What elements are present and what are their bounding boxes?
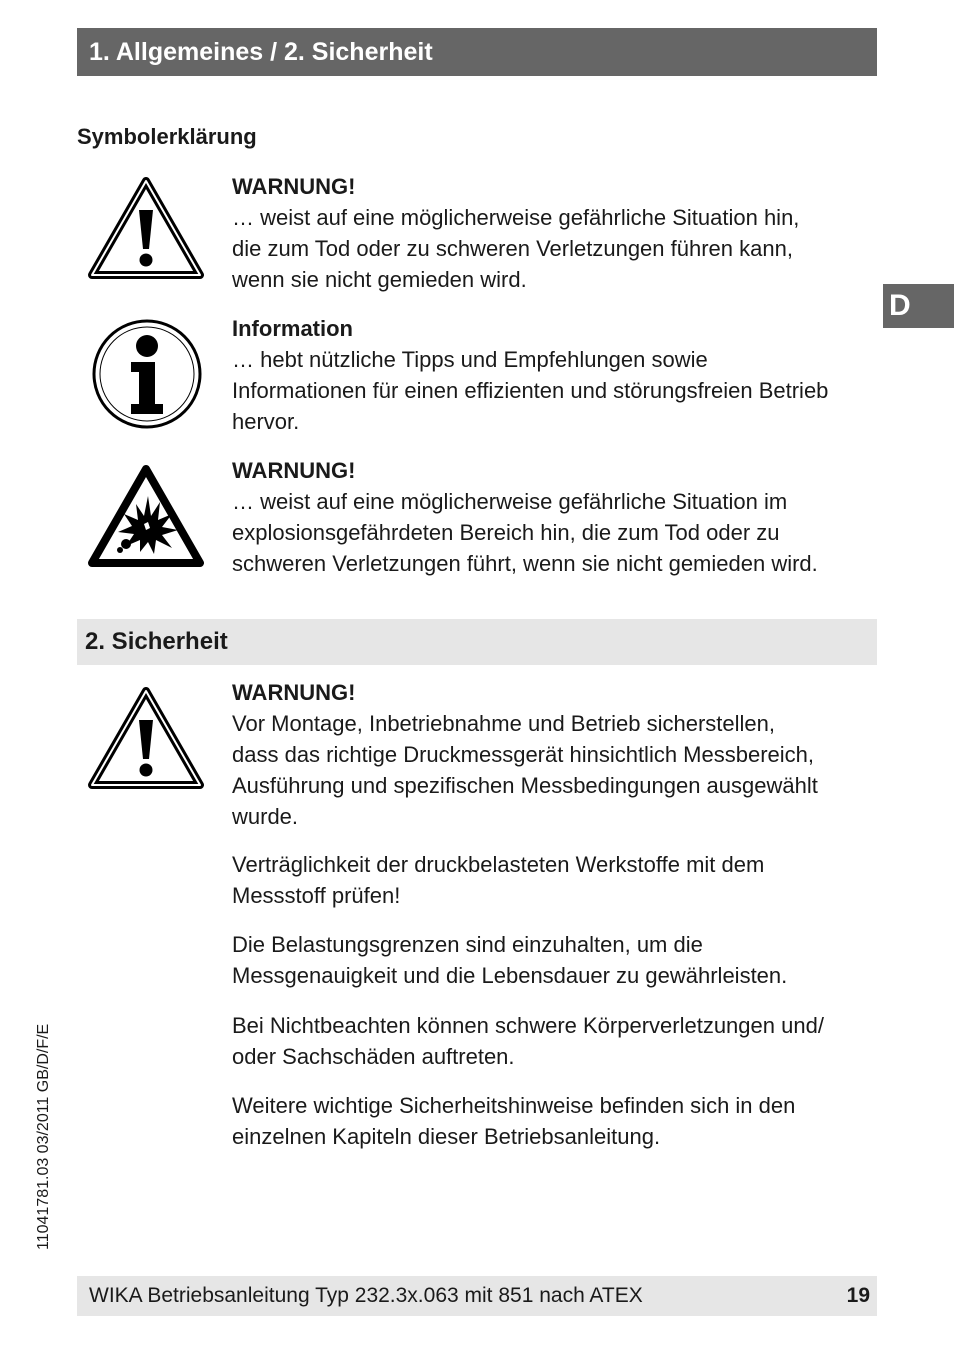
symbol-warning-title: WARNUNG! <box>232 174 356 199</box>
warning-triangle-icon <box>88 176 204 280</box>
safety-warning-title: WARNUNG! <box>232 680 356 705</box>
safety-paragraph <box>232 929 882 991</box>
paragraph-line: Bei Nichtbeachten können schwere Körperverletzungen und/ <box>232 1013 824 1038</box>
safety-warning-block <box>232 677 882 832</box>
symbol-warning-text-line: wenn sie nicht gemieden wird. <box>232 267 527 292</box>
section-heading-safety: 2. Sicherheit <box>77 619 877 665</box>
symbol-legend-heading: Symbolerklärung <box>77 124 257 149</box>
language-tab: D <box>883 284 954 328</box>
page-number: 19 <box>846 1284 870 1307</box>
page-header: 1. Allgemeines / 2. Sicherheit <box>77 28 877 76</box>
safety-warning-text-line: Ausführung und spezifischen Messbedingungen ausgewählt <box>232 773 818 798</box>
paragraph-line: Verträglichkeit der druckbelasteten Werkstoffe mit dem <box>232 852 765 877</box>
paragraph-line: einzelnen Kapiteln dieser Betriebsanleitung. <box>232 1124 661 1149</box>
paragraph-line: Die Belastungsgrenzen sind einzuhalten, um die <box>232 932 703 957</box>
symbol-warning-text-line: die zum Tod oder zu schweren Verletzungen führen kann, <box>232 236 793 261</box>
symbol-explosion-text-line: … weist auf eine möglicherweise gefährliche Situation im <box>232 489 788 514</box>
symbol-warning-block <box>232 171 882 295</box>
symbol-explosion-text-line: explosionsgefährdeten Bereich hin, die zum Tod oder zu <box>232 520 780 545</box>
explosion-warning-icon <box>88 464 204 568</box>
safety-warning-text-line: wurde. <box>232 804 299 829</box>
symbol-info-block <box>232 313 882 437</box>
symbol-info-text-line: hervor. <box>232 409 300 434</box>
safety-warning-text-line: dass das richtige Druckmessgerät hinsichtlich Messbereich, <box>232 742 815 767</box>
symbol-info-text-line: … hebt nützliche Tipps und Empfehlungen sowie <box>232 347 708 372</box>
footer-text: WIKA Betriebsanleitung Typ 232.3x.063 mit 851 nach ATEX <box>89 1284 643 1307</box>
paragraph-line: Messgenauigkeit und die Lebensdauer zu gewährleisten. <box>232 963 788 988</box>
page-footer <box>77 1276 877 1316</box>
information-icon <box>89 316 205 432</box>
symbol-explosion-title: WARNUNG! <box>232 458 356 483</box>
document-code: 11041781.03 03/2011 GB/D/F/E <box>35 1023 52 1250</box>
safety-paragraph <box>232 1010 882 1072</box>
symbol-warning-text-line: … weist auf eine möglicherweise gefährliche Situation hin, <box>232 205 800 230</box>
paragraph-line: Messstoff prüfen! <box>232 883 401 908</box>
safety-paragraph <box>232 1090 882 1152</box>
symbol-info-title: Information <box>232 316 353 341</box>
warning-triangle-icon <box>88 686 204 790</box>
paragraph-line: oder Sachschäden auftreten. <box>232 1044 515 1069</box>
paragraph-line: Weitere wichtige Sicherheitshinweise befinden sich in den <box>232 1093 796 1118</box>
symbol-info-text-line: Informationen für einen effizienten und störungsfreien Betrieb <box>232 378 829 403</box>
safety-paragraph <box>232 849 882 911</box>
safety-warning-text-line: Vor Montage, Inbetriebnahme und Betrieb sicherstellen, <box>232 711 775 736</box>
symbol-explosion-block <box>232 455 882 579</box>
symbol-explosion-text-line: schweren Verletzungen führt, wenn sie nicht gemieden wird. <box>232 551 818 576</box>
